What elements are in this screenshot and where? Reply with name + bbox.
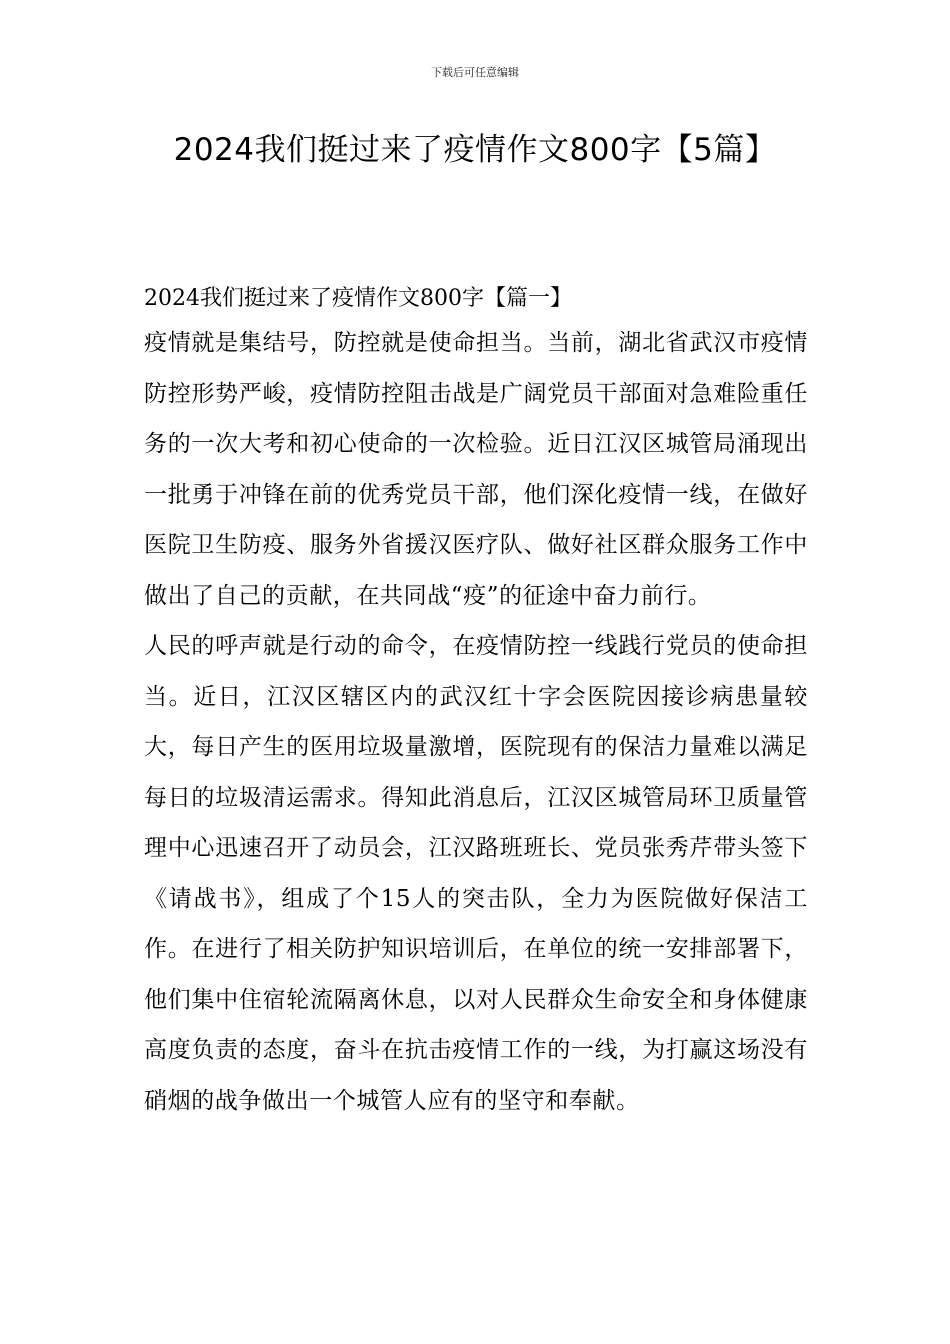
paragraph-1: 疫情就是集结号，防控就是使命担当。当前，湖北省武汉市疫情防控形势严峻，疫情防控阻击战是广阔党员干部面对急难险重任务的一次大考和初心使命的一次检验。近日江汉区城管局涌现出一批勇于冲锋在前的优秀党员干部，他们深化疫情一线，在做好医院卫生防疫、服务外省援汉医疗队、做好社区群众服务工作中做出了自己的贡献，在共同战“疫”的征途中奋力前行。 [144,330,808,609]
page-header-note: 下载后可任意编辑 [431,66,519,79]
paragraph-2: 人民的呼声就是行动的命令，在疫情防控一线践行党员的使命担当。近日，江汉区辖区内的武汉红十字会医院因接诊病患量较大，每日产生的医用垃圾量激增，医院现有的保洁力量难以满足每日的垃圾清运需求。得知此消息后，江汉区城管局环卫质量管理中心迅速召开了动员会，江汉路班班长、党员张秀芹带头签下《请战书》，组成了个15人的突击队，全力为医院做好保洁工作。在进行了相关防护知识培训后，在单位的统一安排部署下，他们集中住宿轮流隔离休息，以对人民群众生命安全和身体健康高度负责的态度，奋斗在抗击疫情工作的一线，为打赢这场没有硝烟的战争做出一个城管人应有的坚守和奉献。 [144,633,808,1114]
document-body [144,280,808,1126]
document-title: 2024我们挺过来了疫情作文800字【5篇】 [173,132,777,168]
section-heading: 2024我们挺过来了疫情作文800字【篇一】 [144,286,572,311]
